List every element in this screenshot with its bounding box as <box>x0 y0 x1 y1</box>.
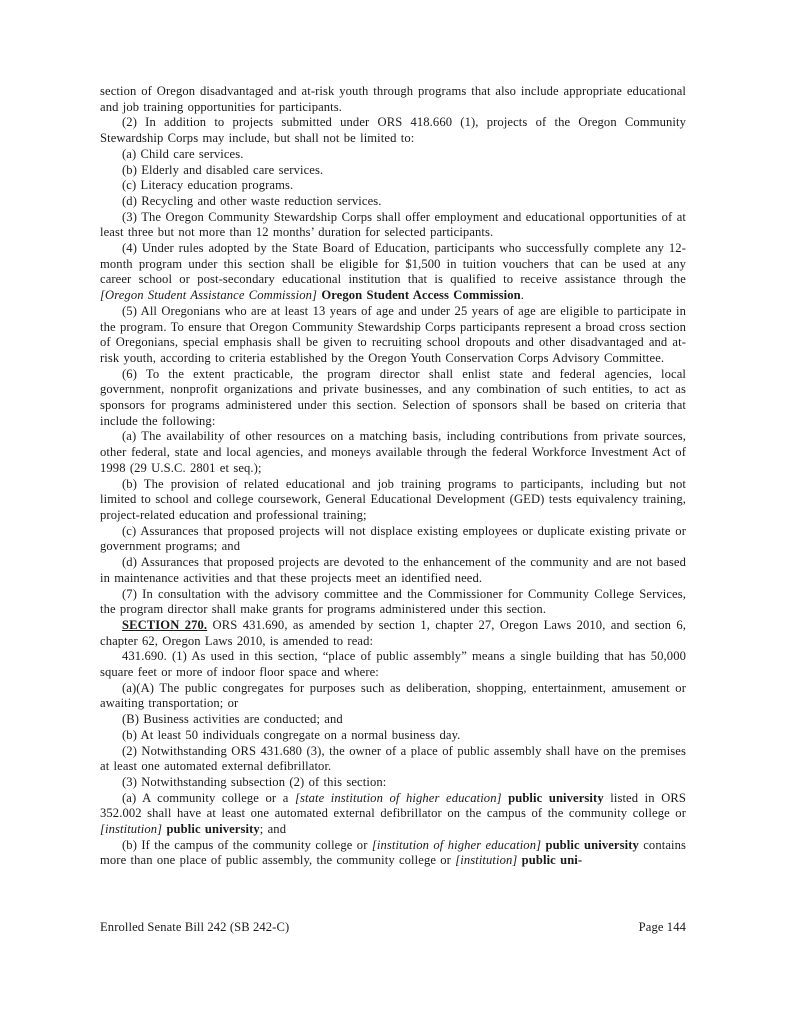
text-run: (a) Child care services. <box>122 146 244 161</box>
inserted-text: Oregon Student Access Commission <box>321 288 521 303</box>
paragraph <box>100 712 686 728</box>
paragraph <box>100 681 686 712</box>
paragraph <box>100 163 686 179</box>
paragraph <box>100 210 686 241</box>
paragraph <box>100 555 686 586</box>
paragraph <box>100 477 686 524</box>
paragraph <box>100 744 686 775</box>
text-run: (d) Assurances that proposed projects are devoted to the enhancement of the community and are not based in maintenance activities and that these projects meet an identified need. <box>100 555 686 585</box>
text-run: (a) The availability of other resources on a matching basis, including contributions from private sources, other federal, state and local agencies, and moneys available through the federal Workforce Investment Act of 1998 (29 U.S.C. 2801 et seq.); <box>100 429 686 475</box>
text-run: (2) Notwithstanding ORS 431.680 (3), the owner of a place of public assembly shall have on the premises at least one automated external defibrillator. <box>100 743 686 774</box>
text-run: (b) At least 50 individuals congregate on a normal business day. <box>122 727 461 742</box>
paragraph <box>100 84 686 115</box>
text-run: (a)(A) The public congregates for purposes such as deliberation, shopping, entertainment, amusement or awaiting transportation; or <box>100 680 686 711</box>
paragraph <box>100 367 686 430</box>
text-run: (b) If the campus of the community college or <box>122 837 372 852</box>
text-run: . <box>520 288 524 303</box>
deleted-text: [institution] <box>455 853 518 868</box>
paragraph <box>100 115 686 146</box>
footer-page-number: Page 144 <box>638 920 686 934</box>
text-run: (4) Under rules adopted by the State Board of Education, participants who successfully complete any 12-month program under this section shall be eligible for $1,500 in tuition vouchers that can be used at any career school or post-secondary educational institution that is qualified to receive assistance through the <box>100 241 686 287</box>
deleted-text: [institution of higher education] <box>371 837 542 852</box>
section-heading: SECTION 270. <box>122 617 208 632</box>
text-run: (a) A community college or a <box>122 790 295 805</box>
paragraph <box>100 838 686 869</box>
text-run: (6) To the extent practicable, the program director shall enlist state and federal agencies, local government, nonprofit organizations and private businesses, and any combination of such entities, to act as sponsors for programs administered under this section. Selection of sponsors shall be based on criteria that include the following: <box>100 366 686 428</box>
text-run: (5) All Oregonians who are at least 13 years of age and under 25 years of age are eligible to participate in the program. To ensure that Oregon Community Stewardship Corps participants represent a broad cross section of Oregonians, special emphasis shall be given to recruiting school dropouts and other disadvantaged and at-risk youth, according to criteria established by the Oregon Youth Conservation Corps Advisory Committee. <box>100 303 686 365</box>
text-run: (b) The provision of related educational and job training programs to participants, including but not limited to school and college coursework, General Educational Development (GED) tests equivalency training, project-related education and professional training; <box>100 476 686 522</box>
deleted-text: [institution] <box>100 822 163 837</box>
inserted-text: public university <box>508 790 604 805</box>
text-run: (c) Literacy education programs. <box>122 178 294 193</box>
footer-bill-title: Enrolled Senate Bill 242 (SB 242-C) <box>100 920 290 934</box>
deleted-text: [Oregon Student Assistance Commission] <box>100 288 318 303</box>
text-run: contains more than one place of public assembly, the community college or <box>100 837 687 868</box>
text-run: 431.690. (1) As used in this section, “place of public assembly” means a single building that has 50,000 square feet or more of indoor floor space and where: <box>100 649 686 680</box>
text-run: (B) Business activities are conducted; and <box>122 712 343 727</box>
paragraph <box>100 178 686 194</box>
text-run: (2) In addition to projects submitted under ORS 418.660 (1), projects of the Oregon Community Stewardship Corps may include, but shall not be limited to: <box>100 115 686 146</box>
paragraph <box>100 791 686 838</box>
paragraph <box>100 304 686 367</box>
text-run: (d) Recycling and other waste reduction services. <box>122 193 382 208</box>
text-run: ORS 431.690, as amended by section 1, chapter 27, Oregon Laws 2010, and section 6, chapter 62, Oregon Laws 2010, is amended to read: <box>100 617 686 648</box>
paragraph <box>100 618 686 649</box>
text-run: (7) In consultation with the advisory committee and the Commissioner for Community College Services, the program director shall make grants for programs administered under this section. <box>100 586 686 617</box>
paragraph <box>100 728 686 744</box>
document-body <box>100 84 686 869</box>
inserted-text: public university <box>545 837 639 852</box>
text-run: (3) Notwithstanding subsection (2) of this section: <box>122 774 387 789</box>
paragraph <box>100 649 686 680</box>
paragraph <box>100 194 686 210</box>
inserted-text: public university <box>166 822 260 837</box>
text-run: ; and <box>259 822 287 837</box>
paragraph <box>100 587 686 618</box>
paragraph <box>100 775 686 791</box>
inserted-text: public uni- <box>521 853 583 868</box>
paragraph <box>100 429 686 476</box>
paragraph <box>100 241 686 304</box>
text-run: section of Oregon disadvantaged and at-risk youth through programs that also include appropriate educational and job training opportunities for participants. <box>100 84 686 114</box>
text-run: (b) Elderly and disabled care services. <box>122 162 324 177</box>
text-run: (c) Assurances that proposed projects will not displace existing employees or duplicate existing private or government programs; and <box>100 523 686 554</box>
text-run: (3) The Oregon Community Stewardship Corps shall offer employment and educational opportunities of at least three but not more than 12 months’ duration for selected participants. <box>100 209 686 240</box>
paragraph <box>100 147 686 163</box>
text-run: listed in ORS 352.002 shall have at least one automated external defibrillator on the campus of the community college or <box>100 790 686 821</box>
page-footer <box>100 920 686 935</box>
paragraph <box>100 524 686 555</box>
deleted-text: [state institution of higher education] <box>294 790 502 805</box>
